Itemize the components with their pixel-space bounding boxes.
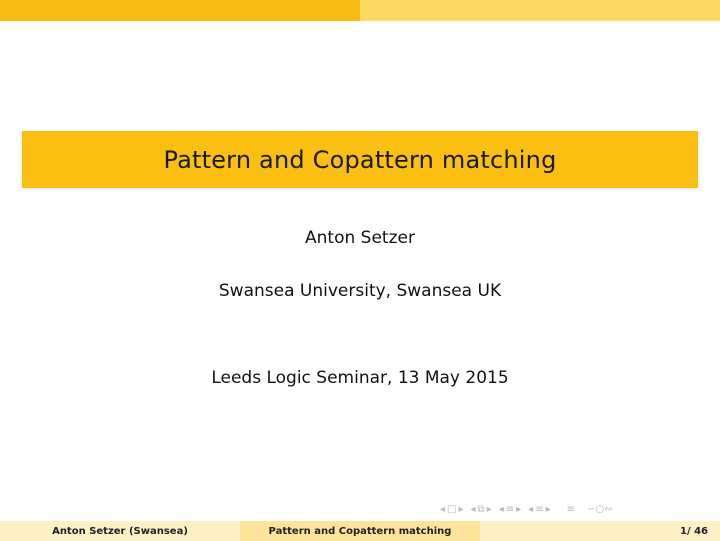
slide-title: Pattern and Copattern matching: [163, 145, 557, 174]
header-bar-right: [360, 0, 720, 21]
footer-author: Anton Setzer (Swansea): [0, 521, 240, 541]
arrow-right-icon[interactable]: ▸: [516, 504, 522, 515]
author: Anton Setzer: [305, 228, 415, 248]
arrow-right-icon[interactable]: ▸: [486, 504, 492, 515]
arrow-right-icon[interactable]: ▸: [545, 504, 551, 515]
frame-icon[interactable]: □: [447, 504, 457, 515]
arrow-right-icon[interactable]: ▸: [458, 504, 464, 515]
arrow-left-icon[interactable]: ◂: [470, 504, 476, 515]
header-bar: [0, 0, 720, 21]
arrow-left-icon[interactable]: ◂: [440, 504, 446, 515]
align-icon[interactable]: ≡: [566, 504, 576, 515]
arrow-left-icon[interactable]: ◂: [528, 504, 534, 515]
navigation-symbols: [440, 502, 710, 518]
footer-title: Pattern and Copattern matching: [240, 521, 480, 541]
slide-icon[interactable]: ≡: [535, 504, 544, 515]
footer-page-number: 1/ 46: [480, 521, 720, 541]
arrow-left-icon[interactable]: ◂: [498, 504, 504, 515]
event: Leeds Logic Seminar, 13 May 2015: [211, 368, 509, 388]
header-bar-left: [0, 0, 360, 21]
title-box: [22, 131, 698, 188]
search-icon[interactable]: ∽○∾: [587, 504, 613, 515]
section-icon[interactable]: ≡: [505, 504, 515, 515]
subsection-icon[interactable]: ⧉: [477, 504, 485, 515]
footer: [0, 521, 720, 541]
institute: Swansea University, Swansea UK: [218, 281, 502, 301]
